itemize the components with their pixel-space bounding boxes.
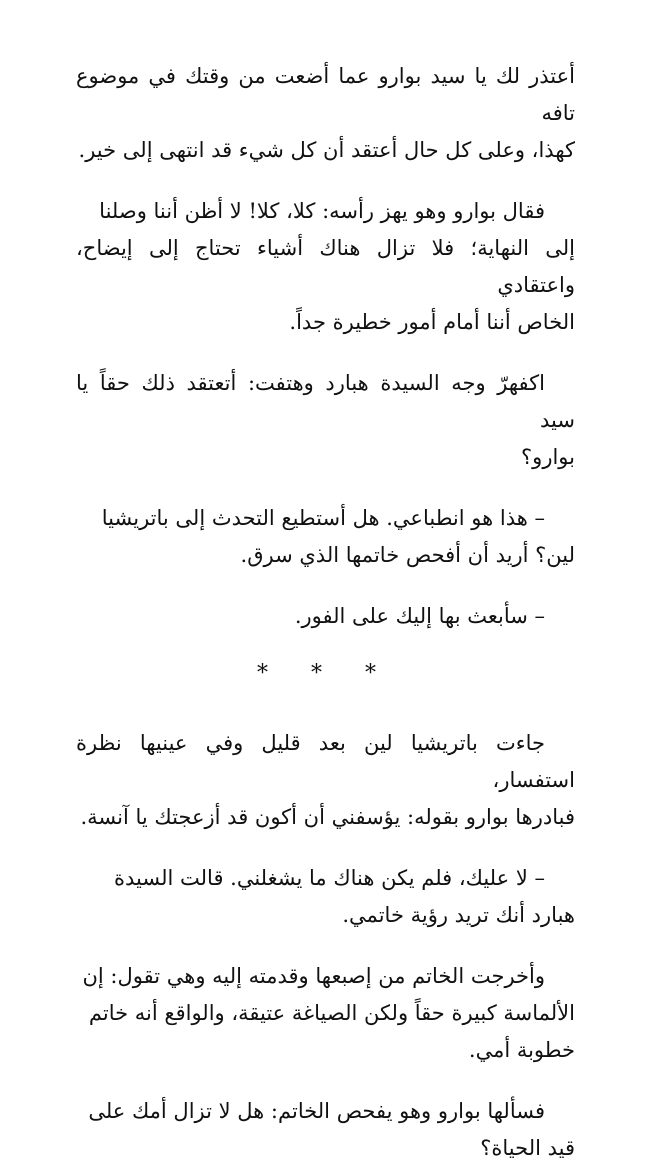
paragraph — [76, 1093, 575, 1167]
text-line: إلى النهاية؛ فلا تزال هناك أشياء تحتاج إلى إيضاح، واعتقادي — [76, 236, 575, 297]
text-line: – لا عليك، فلم يكن هناك ما يشغلني. قالت السيدة — [114, 866, 545, 890]
text-line: – هذا هو انطباعي. هل أستطيع التحدث إلى باتريشيا — [101, 506, 545, 530]
text-line: فسألها بوارو وهو يفحص الخاتم: هل لا تزال أمك على — [88, 1099, 545, 1123]
text-line: كهذا، وعلى كل حال أعتقد أن كل شيء قد انتهى إلى خير. — [78, 138, 575, 162]
paragraph — [76, 193, 575, 341]
text-line: – سأبعث بها إليك على الفور. — [294, 604, 545, 628]
text-line: قيد الحياة؟ — [480, 1136, 575, 1160]
text-line: الألماسة كبيرة حقاً ولكن الصياغة عتيقة، والواقع أنه خاتم — [88, 1001, 575, 1025]
text-line: وأخرجت الخاتم من إصبعها وقدمته إليه وهي تقول: إن — [82, 964, 545, 988]
text-line: لين؟ أريد أن أفحص خاتمها الذي سرق. — [240, 543, 575, 567]
dialogue-paragraph — [76, 500, 575, 574]
dialogue-paragraph — [76, 860, 575, 934]
paragraph — [76, 958, 575, 1069]
paragraph — [76, 58, 575, 169]
text-line: فبادرها بوارو بقوله: يؤسفني أن أكون قد أزعجتك يا آنسة. — [80, 805, 575, 829]
dialogue-paragraph — [76, 598, 575, 635]
text-line: الخاص أننا أمام أمور خطيرة جداً. — [289, 310, 575, 334]
text-line: جاءت باتريشيا لين بعد قليل وفي عينيها نظرة استفسار، — [76, 731, 575, 792]
text-line: خطوبة أمي. — [468, 1038, 575, 1062]
text-line: هبارد أنك تريد رؤية خاتمي. — [342, 903, 575, 927]
paragraph — [76, 365, 575, 476]
text-line: بوارو؟ — [521, 445, 575, 469]
text-line: اكفهرّ وجه السيدة هبارد وهتفت: أتعتقد ذلك حقاً يا سيد — [76, 371, 575, 432]
text-line: أعتذر لك يا سيد بوارو عما أضعت من وقتك في موضوع تافه — [76, 64, 575, 125]
paragraph — [76, 725, 575, 836]
text-line: فقال بوارو وهو يهز رأسه: كلا، كلا! لا أظن أننا وصلنا — [99, 199, 545, 223]
section-separator: * * * — [257, 661, 394, 686]
